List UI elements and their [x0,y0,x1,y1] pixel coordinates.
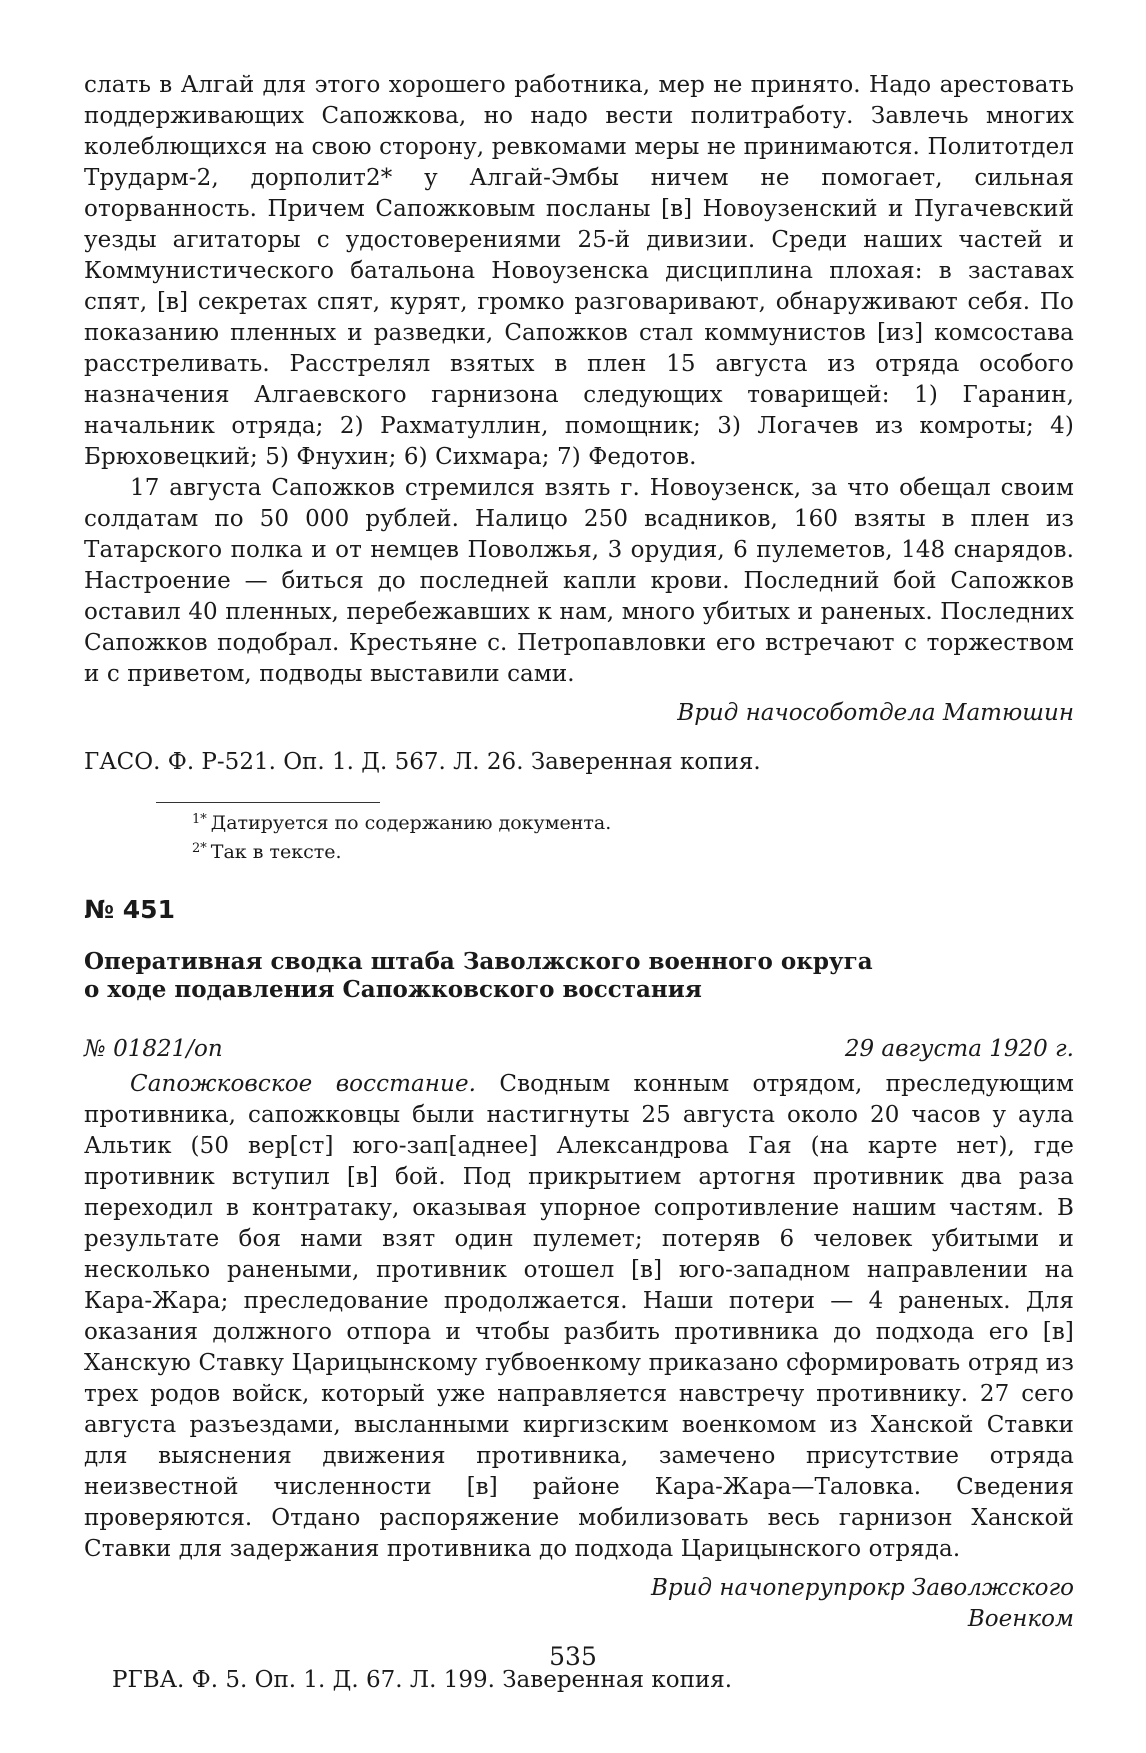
doc451-title [84,948,1074,1004]
footnote-text: Датируется по содержанию документа. [210,812,612,834]
doc451-signature [84,1573,1074,1635]
footnote-text: Так в тексте. [210,841,342,863]
doc450-archive-reference: ГАСО. Ф. Р-521. Оп. 1. Д. 567. Л. 26. Заверенная копия. [84,749,761,775]
doc451-body-text: Сводным конным отрядом, преследующим противника, сапожковцы были настигнуты 25 августа около 20 часов у аула Альтик (50 вер[ст] юго-зап[аднее] Александрова Гая (на карте нет), где противник вступил [в] бой. Под прикрытием артогня противник два раза переходил в контратаку, оказывая упорное сопротивление нашим частям. В результате боя нами взят один пулемет; потеряв 6 человек убитыми и несколько ранеными, противник отошел [в] юго-западном направлении на Кара-Жара; преследование продолжается. Наши потери — 4 раненых. Для оказания должного отпора и чтобы разбить противника до подхода его [в] Ханскую Ставку Царицынскому губвоенкому приказано сформировать отряд из трех родов войск, который уже направляется навстречу противнику. 27 сего августа разъездами, высланными киргизским военкомом из Ханской Ставки для выяснения движения противника, замечено присутствие отряда неизвестной численности [в] районе Кара-Жара—Таловка. Сведения проверяются. Отдано распоряжение мобилизовать весь гарнизон Ханской Ставки для задержания противника до подхода Царицынского отряда. [84,1071,1074,1562]
doc451-meta-row [84,1034,1074,1065]
page-number: 535 [549,1642,597,1671]
document-page [84,70,1074,1696]
doc451-title-line-2: о ходе подавления Сапожковского восстания [84,976,702,1003]
doc450-paragraph-1: слать в Алгай для этого хорошего работника, мер не принято. Надо арестовать поддерживающих Сапожкова, но надо вести политработу. Завлечь многих колеблющихся на свою сторону, ревкомами меры не принимаются. Политотдел Трударм-2, дорполит2* у Алгай-Эмбы ничем не помогает, сильная оторванность. Причем Сапожковым посланы [в] Новоузенский и Пугачевский уезды агитаторы с удостоверениями 25-й дивизии. Среди наших частей и Коммунистического батальона Новоузенска дисциплина плохая: в заставах спят, [в] секретах спят, курят, громко разговаривают, обнаруживают себя. По показанию пленных и разведки, Сапожков стал коммунистов [из] комсостава расстреливать. Расстрелял взятых в плен 15 августа из отряда особого назначения Алгаевского гарнизона следующих товарищей: 1) Гаранин, начальник отряда; 2) Рахматуллин, помощник; 3) Логачев из комроты; 4) Брюховецкий; 5) Фнухин; 6) Сихмара; 7) Федотов. [84,72,1074,470]
doc451-signature-line-2: Военком [967,1606,1074,1632]
footnote-item [192,807,1074,836]
doc451-number: № 451 [84,895,175,924]
doc451-section-header: Сапожковское восстание. [130,1071,477,1097]
doc451-title-line-1: Оперативная сводка штаба Заволжского военного округа [84,948,873,975]
doc451-ref-number: № 01821/оп [84,1036,223,1062]
footnotes [192,807,1074,865]
doc450-paragraph-2: 17 августа Сапожков стремился взять г. Новоузенск, за что обещал своим солдатам по 50 000 рублей. Налицо 250 всадников, 160 взяты в плен из Татарского полка и от немцев Поволжья, 3 орудия, 6 пулеметов, 148 снарядов. Настроение — биться до последней капли крови. Последний бой Сапожков оставил 40 пленных, перебежавших к нам, много убитых и раненых. Последних Сапожков подобрал. Крестьяне с. Петропавловки его встречают с торжеством и с приветом, подводы выставили сами. [84,475,1074,687]
footnote-divider [156,802,380,803]
doc451-date: 29 августа 1920 г. [844,1036,1074,1062]
footnote-mark: 2* [192,841,207,856]
doc451-body [84,1069,1074,1565]
footnote-item [192,836,1074,865]
doc451-signature-line-1: Врид начоперупрокр Заволжского [651,1575,1074,1601]
doc450-signature: Врид начособотдела Матюшин [677,700,1074,726]
footnote-mark: 1* [192,812,207,827]
doc451-archive-reference: РГВА. Ф. 5. Оп. 1. Д. 67. Л. 199. Заверенная копия. [112,1667,733,1693]
